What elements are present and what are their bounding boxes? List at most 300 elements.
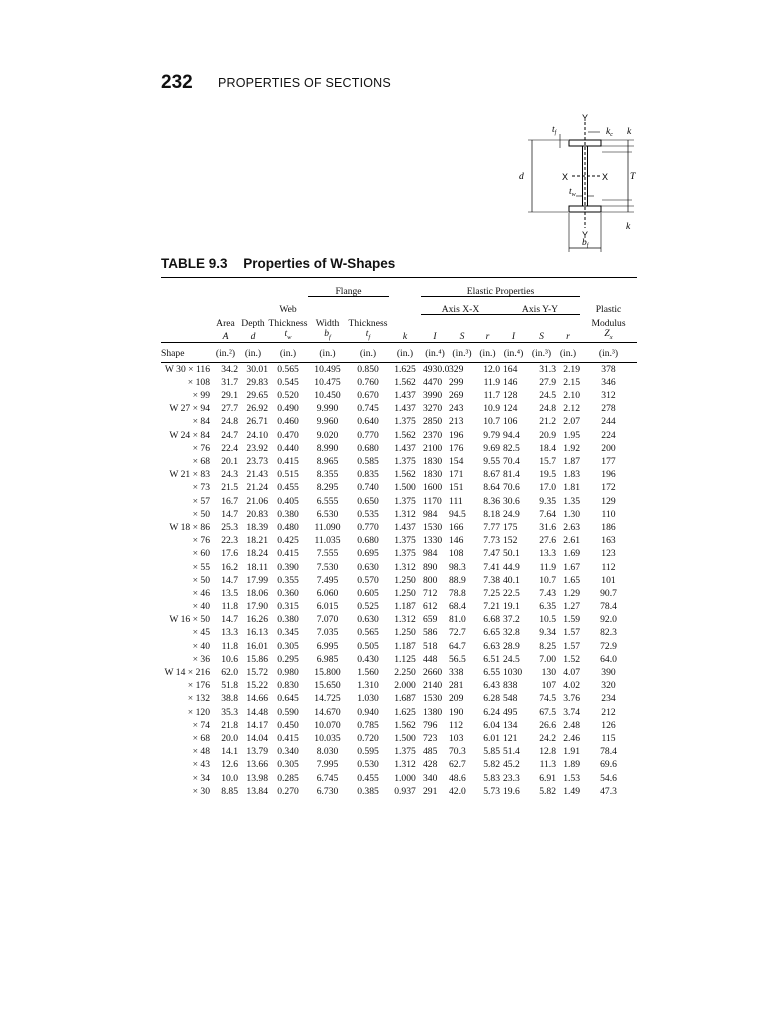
value-cell: 0.680 bbox=[357, 535, 379, 547]
value-cell: 8.965 bbox=[316, 456, 339, 468]
value-cell: 2.10 bbox=[563, 390, 580, 402]
w-shapes-table bbox=[161, 277, 637, 798]
value-cell: 1.95 bbox=[563, 429, 580, 441]
value-cell: 94.4 bbox=[503, 429, 520, 441]
value-cell: 5.83 bbox=[483, 772, 500, 784]
label-tw: $t_w$ bbox=[569, 187, 576, 198]
value-cell: 10.070 bbox=[314, 719, 341, 731]
value-cell: 0.570 bbox=[357, 574, 379, 586]
value-cell: 24.3 bbox=[221, 469, 238, 481]
value-cell: 1.92 bbox=[563, 442, 580, 454]
value-cell: 0.585 bbox=[357, 456, 379, 468]
value-cell: 163 bbox=[601, 535, 616, 547]
table-row bbox=[161, 362, 637, 376]
value-cell: 24.10 bbox=[246, 429, 268, 441]
value-cell: 2.000 bbox=[394, 680, 416, 692]
value-cell: 3.76 bbox=[563, 693, 580, 705]
value-cell: 29.83 bbox=[246, 376, 268, 388]
value-cell: 1.000 bbox=[394, 772, 416, 784]
value-cell: 106 bbox=[503, 416, 518, 428]
value-cell: 0.530 bbox=[357, 759, 379, 771]
value-cell: 548 bbox=[503, 693, 518, 705]
value-cell: 8.67 bbox=[483, 469, 500, 481]
unit-cell: (in.³) bbox=[598, 348, 619, 360]
value-cell: 0.745 bbox=[357, 403, 379, 415]
value-cell: 9.79 bbox=[483, 429, 500, 441]
value-cell: 177 bbox=[601, 456, 616, 468]
value-cell: 19.6 bbox=[503, 785, 520, 797]
value-cell: 291 bbox=[423, 785, 438, 797]
value-cell: 74.5 bbox=[539, 693, 556, 705]
value-cell: 7.995 bbox=[316, 759, 339, 771]
value-cell: 20.1 bbox=[221, 456, 238, 468]
value-cell: 0.355 bbox=[277, 574, 299, 586]
flange-thickness-header: Thickness bbox=[348, 317, 388, 329]
shape-cell: × 30 bbox=[192, 785, 210, 797]
value-cell: 224 bbox=[601, 429, 616, 441]
value-cell: 37.2 bbox=[503, 614, 520, 626]
value-cell: 340 bbox=[423, 772, 438, 784]
value-cell: 126 bbox=[601, 719, 616, 731]
value-cell: 10.5 bbox=[539, 614, 556, 626]
value-cell: 31.3 bbox=[539, 363, 556, 375]
sym-ry: r bbox=[566, 331, 570, 343]
shape-cell: W 24 × 84 bbox=[169, 429, 210, 441]
value-cell: 45.2 bbox=[503, 759, 520, 771]
value-cell: 1.67 bbox=[563, 561, 580, 573]
area-header: Area bbox=[216, 317, 235, 329]
value-cell: 72.9 bbox=[600, 640, 617, 652]
value-cell: 13.3 bbox=[221, 627, 238, 639]
value-cell: 2.63 bbox=[563, 521, 580, 533]
unit-cell: (in.³) bbox=[531, 348, 552, 360]
elastic-header: Elastic Properties bbox=[421, 278, 580, 297]
value-cell: 281 bbox=[449, 680, 464, 692]
value-cell: 485 bbox=[423, 746, 438, 758]
value-cell: 10.475 bbox=[314, 376, 341, 388]
value-cell: 0.835 bbox=[357, 469, 379, 481]
value-cell: 0.640 bbox=[357, 416, 379, 428]
value-cell: 0.770 bbox=[357, 429, 379, 441]
value-cell: 4.07 bbox=[563, 667, 580, 679]
value-cell: 1.57 bbox=[563, 627, 580, 639]
unit-cell: (in.²) bbox=[215, 348, 236, 360]
table-row bbox=[161, 732, 637, 745]
value-cell: 1.560 bbox=[357, 667, 379, 679]
value-cell: 6.015 bbox=[316, 601, 339, 613]
value-cell: 6.060 bbox=[316, 587, 339, 599]
table-title bbox=[161, 256, 395, 271]
value-cell: 6.68 bbox=[483, 614, 500, 626]
value-cell: 8.030 bbox=[316, 746, 339, 758]
value-cell: 0.720 bbox=[357, 732, 379, 744]
value-cell: 29.1 bbox=[221, 390, 238, 402]
value-cell: 0.937 bbox=[394, 785, 416, 797]
value-cell: 11.3 bbox=[539, 759, 556, 771]
value-cell: 0.850 bbox=[357, 363, 379, 375]
value-cell: 1.27 bbox=[563, 601, 580, 613]
value-cell: 51.4 bbox=[503, 746, 520, 758]
value-cell: 27.9 bbox=[539, 376, 556, 388]
shape-cell: W 21 × 83 bbox=[169, 469, 210, 481]
table-number: TABLE 9.3 bbox=[161, 256, 228, 271]
value-cell: 186 bbox=[601, 521, 616, 533]
value-cell: 0.940 bbox=[357, 706, 379, 718]
value-cell: 8.36 bbox=[483, 495, 500, 507]
value-cell: 1.65 bbox=[563, 574, 580, 586]
label-x-left: X bbox=[562, 172, 569, 182]
value-cell: 14.670 bbox=[314, 706, 341, 718]
value-cell: 24.7 bbox=[221, 429, 238, 441]
value-cell: 108 bbox=[449, 548, 464, 560]
value-cell: 1.187 bbox=[394, 601, 416, 613]
value-cell: 14.7 bbox=[221, 574, 238, 586]
value-cell: 0.670 bbox=[357, 390, 379, 402]
value-cell: 984 bbox=[423, 508, 438, 520]
value-cell: 90.7 bbox=[600, 587, 617, 599]
value-cell: 0.695 bbox=[357, 548, 379, 560]
value-cell: 612 bbox=[423, 601, 438, 613]
sym-rx: r bbox=[485, 331, 490, 343]
shape-cell: × 68 bbox=[192, 456, 210, 468]
value-cell: 121 bbox=[503, 732, 518, 744]
value-cell: 7.21 bbox=[483, 601, 500, 613]
value-cell: 6.63 bbox=[483, 640, 500, 652]
value-cell: 13.84 bbox=[246, 785, 268, 797]
value-cell: 0.545 bbox=[277, 376, 299, 388]
value-cell: 112 bbox=[601, 561, 616, 573]
value-cell: 82.5 bbox=[503, 442, 520, 454]
value-cell: 40.1 bbox=[503, 574, 520, 586]
value-cell: 1.375 bbox=[394, 495, 416, 507]
table-row bbox=[161, 587, 637, 600]
value-cell: 175 bbox=[503, 521, 518, 533]
value-cell: 51.8 bbox=[221, 680, 238, 692]
value-cell: 14.725 bbox=[314, 693, 341, 705]
value-cell: 48.6 bbox=[449, 772, 466, 784]
value-cell: 2.250 bbox=[394, 667, 416, 679]
value-cell: 1.250 bbox=[394, 627, 416, 639]
value-cell: 0.630 bbox=[357, 561, 379, 573]
value-cell: 6.28 bbox=[483, 693, 500, 705]
value-cell: 2.12 bbox=[563, 403, 580, 415]
value-cell: 2.07 bbox=[563, 416, 580, 428]
shape-cell: × 108 bbox=[187, 376, 210, 388]
value-cell: 14.17 bbox=[246, 719, 268, 731]
table-row bbox=[161, 482, 637, 495]
table-row bbox=[161, 693, 637, 706]
value-cell: 28.9 bbox=[503, 640, 520, 652]
value-cell: 16.01 bbox=[246, 640, 268, 652]
flange-width-header: Width bbox=[315, 317, 340, 329]
unit-cell: (in.⁴) bbox=[503, 348, 524, 360]
shape-cell: × 132 bbox=[187, 693, 210, 705]
value-cell: 5.82 bbox=[539, 785, 556, 797]
table-row bbox=[161, 442, 637, 455]
value-cell: 1170 bbox=[423, 495, 442, 507]
value-cell: 166 bbox=[449, 521, 464, 533]
value-cell: 20.9 bbox=[539, 429, 556, 441]
value-cell: 8.295 bbox=[316, 482, 339, 494]
shape-cell: × 40 bbox=[192, 640, 210, 652]
value-cell: 659 bbox=[423, 614, 438, 626]
value-cell: 50.1 bbox=[503, 548, 520, 560]
value-cell: 11.090 bbox=[314, 521, 341, 533]
value-cell: 17.90 bbox=[246, 601, 268, 613]
value-cell: 12.8 bbox=[539, 746, 556, 758]
value-cell: 6.745 bbox=[316, 772, 339, 784]
value-cell: 6.91 bbox=[539, 772, 556, 784]
value-cell: 15.72 bbox=[246, 667, 268, 679]
value-cell: 62.7 bbox=[449, 759, 466, 771]
value-cell: 17.6 bbox=[221, 548, 238, 560]
value-cell: 586 bbox=[423, 627, 438, 639]
table-row bbox=[161, 429, 637, 442]
table-row bbox=[161, 614, 637, 627]
value-cell: 11.8 bbox=[221, 601, 238, 613]
value-cell: 47.3 bbox=[600, 785, 617, 797]
value-cell: 7.035 bbox=[316, 627, 339, 639]
header-row-2 bbox=[161, 297, 637, 315]
value-cell: 18.21 bbox=[246, 535, 268, 547]
value-cell: 4470 bbox=[423, 376, 443, 388]
unit-cell: (in.) bbox=[279, 348, 297, 360]
value-cell: 31.6 bbox=[539, 521, 556, 533]
value-cell: 128 bbox=[503, 390, 518, 402]
value-cell: 0.525 bbox=[357, 601, 379, 613]
value-cell: 112 bbox=[449, 719, 464, 731]
value-cell: 14.1 bbox=[221, 746, 238, 758]
value-cell: 12.6 bbox=[221, 759, 238, 771]
value-cell: 0.295 bbox=[277, 653, 299, 665]
unit-cell: (in.⁴) bbox=[425, 348, 445, 360]
value-cell: 6.01 bbox=[483, 732, 500, 744]
value-cell: 81.4 bbox=[503, 469, 520, 481]
value-cell: 19.5 bbox=[539, 469, 556, 481]
value-cell: 1.83 bbox=[563, 469, 580, 481]
value-cell: 1830 bbox=[423, 456, 443, 468]
value-cell: 8.355 bbox=[316, 469, 339, 481]
value-cell: 1030 bbox=[503, 667, 523, 679]
value-cell: 190 bbox=[449, 706, 464, 718]
sym-A: A bbox=[222, 331, 229, 343]
value-cell: 0.650 bbox=[357, 495, 379, 507]
value-cell: 42.0 bbox=[449, 785, 466, 797]
value-cell: 10.7 bbox=[539, 574, 556, 586]
value-cell: 22.3 bbox=[221, 535, 238, 547]
shape-cell: × 76 bbox=[192, 535, 210, 547]
value-cell: 98.3 bbox=[449, 561, 466, 573]
value-cell: 10.0 bbox=[221, 772, 238, 784]
value-cell: 1.437 bbox=[394, 403, 416, 415]
sym-Ix: I bbox=[433, 331, 437, 343]
value-cell: 7.555 bbox=[316, 548, 339, 560]
value-cell: 20.0 bbox=[221, 732, 238, 744]
value-cell: 14.66 bbox=[246, 693, 268, 705]
value-cell: 448 bbox=[423, 653, 438, 665]
value-cell: 0.450 bbox=[277, 719, 299, 731]
shape-cell: × 40 bbox=[192, 601, 210, 613]
value-cell: 1.437 bbox=[394, 390, 416, 402]
value-cell: 2.46 bbox=[563, 732, 580, 744]
value-cell: 0.605 bbox=[357, 587, 379, 599]
value-cell: 62.0 bbox=[221, 667, 238, 679]
value-cell: 30.6 bbox=[503, 495, 520, 507]
shape-cell: × 45 bbox=[192, 627, 210, 639]
value-cell: 890 bbox=[423, 561, 438, 573]
value-cell: 101 bbox=[601, 574, 616, 586]
value-cell: 146 bbox=[449, 535, 464, 547]
axis-yy-header: Axis Y-Y bbox=[521, 303, 559, 315]
plastic-header: Plastic bbox=[595, 304, 622, 316]
value-cell: 0.785 bbox=[357, 719, 379, 731]
value-cell: 0.425 bbox=[277, 535, 299, 547]
value-cell: 0.345 bbox=[277, 627, 299, 639]
table-row bbox=[161, 376, 637, 389]
value-cell: 103 bbox=[449, 732, 464, 744]
value-cell: 1530 bbox=[423, 521, 443, 533]
value-cell: 23.3 bbox=[503, 772, 520, 784]
value-cell: 428 bbox=[423, 759, 438, 771]
value-cell: 32.8 bbox=[503, 627, 520, 639]
value-cell: 1.687 bbox=[394, 693, 416, 705]
value-cell: 0.740 bbox=[357, 482, 379, 494]
sym-bf: $b_f$ bbox=[324, 328, 331, 342]
value-cell: 64.0 bbox=[600, 653, 617, 665]
unit-cell: (in.) bbox=[359, 348, 377, 360]
value-cell: 0.270 bbox=[277, 785, 299, 797]
value-cell: 0.645 bbox=[277, 693, 299, 705]
shape-cell: × 57 bbox=[192, 495, 210, 507]
sym-Zx: $Z_x$ bbox=[604, 328, 613, 342]
value-cell: 6.555 bbox=[316, 495, 339, 507]
value-cell: 16.13 bbox=[246, 627, 268, 639]
value-cell: 10.035 bbox=[314, 732, 341, 744]
value-cell: 14.7 bbox=[221, 508, 238, 520]
value-cell: 390 bbox=[601, 667, 616, 679]
value-cell: 7.070 bbox=[316, 614, 339, 626]
value-cell: 1.59 bbox=[563, 614, 580, 626]
value-cell: 1.81 bbox=[563, 482, 580, 494]
value-cell: 111 bbox=[449, 495, 463, 507]
table-row bbox=[161, 679, 637, 692]
sym-d: d bbox=[250, 331, 256, 343]
value-cell: 1.375 bbox=[394, 535, 416, 547]
value-cell: 7.25 bbox=[483, 587, 500, 599]
web-header: Web bbox=[279, 304, 297, 316]
value-cell: 269 bbox=[449, 390, 464, 402]
value-cell: 1380 bbox=[423, 706, 443, 718]
value-cell: 10.9 bbox=[483, 403, 500, 415]
value-cell: 1.125 bbox=[394, 653, 416, 665]
value-cell: 2660 bbox=[423, 667, 443, 679]
value-cell: 213 bbox=[449, 416, 464, 428]
value-cell: 16.7 bbox=[221, 495, 238, 507]
value-cell: 18.24 bbox=[246, 548, 268, 560]
value-cell: 1.562 bbox=[394, 376, 416, 388]
value-cell: 0.590 bbox=[277, 706, 299, 718]
value-cell: 13.5 bbox=[221, 587, 238, 599]
value-cell: 18.06 bbox=[246, 587, 268, 599]
value-cell: 72.7 bbox=[449, 627, 466, 639]
value-cell: 234 bbox=[601, 693, 616, 705]
value-cell: 2.15 bbox=[563, 376, 580, 388]
value-cell: 10.6 bbox=[221, 653, 238, 665]
value-cell: 1.69 bbox=[563, 548, 580, 560]
value-cell: 9.35 bbox=[539, 495, 556, 507]
value-cell: 6.04 bbox=[483, 719, 500, 731]
value-cell: 20.83 bbox=[246, 508, 268, 520]
value-cell: 1.562 bbox=[394, 429, 416, 441]
shape-cell: × 43 bbox=[192, 759, 210, 771]
value-cell: 35.3 bbox=[221, 706, 238, 718]
shape-cell: W 18 × 86 bbox=[169, 521, 210, 533]
value-cell: 81.0 bbox=[449, 614, 466, 626]
value-cell: 800 bbox=[423, 574, 438, 586]
value-cell: 0.305 bbox=[277, 759, 299, 771]
sym-tf: $t_f$ bbox=[365, 328, 371, 342]
value-cell: 7.495 bbox=[316, 574, 339, 586]
value-cell: 12.0 bbox=[483, 363, 500, 375]
units-shape-label: Shape bbox=[161, 348, 185, 360]
value-cell: 6.55 bbox=[483, 667, 500, 679]
value-cell: 200 bbox=[601, 442, 616, 454]
value-cell: 1.562 bbox=[394, 719, 416, 731]
value-cell: 1.30 bbox=[563, 508, 580, 520]
value-cell: 164 bbox=[503, 363, 518, 375]
value-cell: 378 bbox=[601, 363, 616, 375]
value-cell: 21.8 bbox=[221, 719, 238, 731]
value-cell: 24.5 bbox=[503, 653, 520, 665]
value-cell: 151 bbox=[449, 482, 464, 494]
table-row bbox=[161, 389, 637, 402]
value-cell: 17.99 bbox=[246, 574, 268, 586]
value-cell: 27.6 bbox=[539, 535, 556, 547]
table-row bbox=[161, 561, 637, 574]
value-cell: 24.5 bbox=[539, 390, 556, 402]
value-cell: 54.6 bbox=[600, 772, 617, 784]
value-cell: 3270 bbox=[423, 403, 443, 415]
value-cell: 130 bbox=[541, 667, 556, 679]
value-cell: 15.22 bbox=[246, 680, 268, 692]
value-cell: 1.35 bbox=[563, 495, 580, 507]
value-cell: 78.8 bbox=[449, 587, 466, 599]
table-title-text: Properties of W-Shapes bbox=[243, 256, 396, 271]
unit-cell: (in.) bbox=[319, 348, 336, 360]
value-cell: 723 bbox=[423, 732, 438, 744]
value-cell: 13.3 bbox=[539, 548, 556, 560]
value-cell: 70.3 bbox=[449, 746, 466, 758]
value-cell: 18.39 bbox=[246, 521, 268, 533]
header-row-symbols bbox=[161, 329, 637, 343]
value-cell: 11.035 bbox=[314, 535, 341, 547]
shape-cell: W 30 × 116 bbox=[164, 363, 210, 375]
table-row bbox=[161, 508, 637, 521]
value-cell: 1.500 bbox=[394, 732, 416, 744]
value-cell: 7.00 bbox=[539, 653, 556, 665]
shape-cell: × 99 bbox=[192, 390, 210, 402]
shape-cell: × 36 bbox=[192, 653, 210, 665]
value-cell: 70.4 bbox=[503, 456, 520, 468]
table-row bbox=[161, 416, 637, 429]
value-cell: 124 bbox=[503, 403, 518, 415]
table-row bbox=[161, 455, 637, 468]
value-cell: 9.020 bbox=[316, 429, 339, 441]
running-head: PROPERTIES OF SECTIONS bbox=[218, 76, 391, 90]
value-cell: 6.985 bbox=[316, 653, 339, 665]
value-cell: 1.437 bbox=[394, 442, 416, 454]
value-cell: 0.415 bbox=[277, 548, 299, 560]
